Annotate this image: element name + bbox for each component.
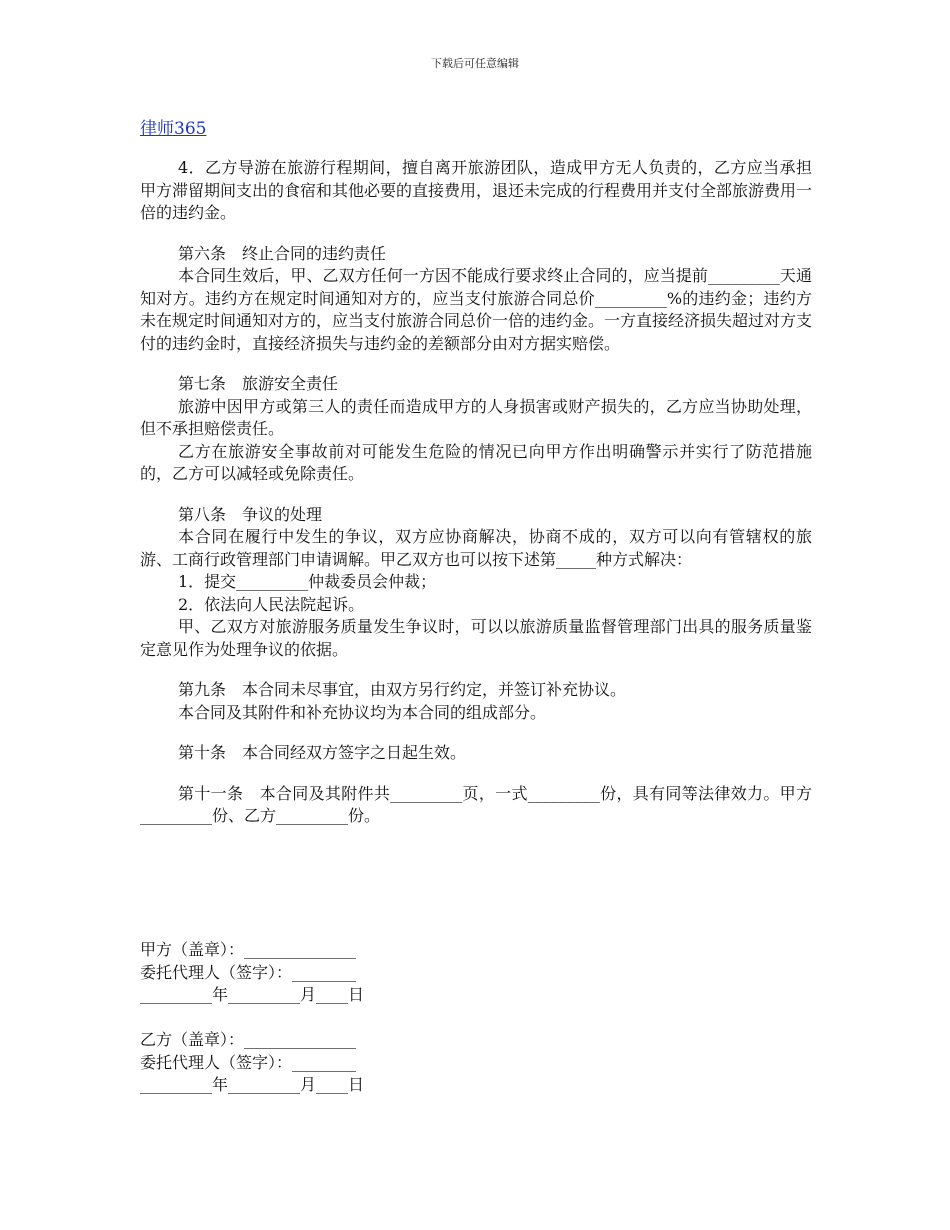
article-7-title: 第七条 旅游安全责任	[178, 374, 339, 393]
party-a-seal-line: 甲方（盖章）：______________	[140, 940, 357, 959]
article-8-body-1: 本合同在履行中发生的争议，双方应协商解决，协商不成的，双方可以向有管辖权的旅游、工商行政管理部门申请调解。甲乙双方也可以按下述第_____种方式解决：	[140, 527, 812, 569]
article-6-title: 第六条 终止合同的违约责任	[178, 243, 387, 263]
article-8-title: 第八条 争议的处理	[178, 504, 323, 524]
clause-4: 4．乙方导游在旅游行程期间，擅自离开旅游团队，造成甲方无人负责的，乙方应当承担甲方滞留期间支出的食宿和其他必要的直接费用，退还未完成的行程费用并支付全部旅游费用一倍的违约金。	[140, 158, 813, 222]
party-a-agent-line: 委托代理人（签字）：________	[140, 962, 357, 982]
article-8-body-2: 甲、乙双方对旅游服务质量发生争议时，可以以旅游质量监督管理部门出具的服务质量鉴定意见作为处理争议的依据。	[140, 617, 812, 659]
party-a-signature-block	[140, 939, 440, 1007]
party-b-date-line: _________年_________月____日	[140, 1075, 365, 1094]
document-body	[140, 157, 812, 828]
article-8-item-2: 2．依法向人民法院起诉。	[178, 594, 365, 614]
article-7-body-2: 乙方在旅游安全事故前对可能发生危险的情况已向甲方作出明确警示并实行了防范措施的，乙方可以减轻或免除责任。	[140, 441, 812, 483]
article-6-body: 本合同生效后，甲、乙双方任何一方因不能成行要求终止合同的，应当提前_________天通知对方。违约方在规定时间通知对方的，应当支付旅游合同总价_________%的违约金；违约方未在规定时间通知对方的，应当支付旅游合同总价一倍的违约金。一方直接经济损失超过对方支付的违约金时，直接经济损失与违约金的差额部分由对方据实赔偿。	[140, 266, 813, 353]
article-7-body-1: 旅游中因甲方或第三人的责任而造成甲方的人身损害或财产损失的，乙方应当协助处理，但不承担赔偿责任。	[140, 396, 812, 438]
page-header-note: 下载后可任意编辑	[431, 57, 519, 70]
party-b-seal-line: 乙方（盖章）：______________	[140, 1030, 357, 1049]
article-11-body: 第十一条 本合同及其附件共_________页，一式_________份，具有同等法律效力。甲方_________份、乙方_________份。	[140, 783, 812, 825]
article-9-body-1: 第九条 本合同未尽事宜，由双方另行约定，并签订补充协议。	[178, 680, 627, 699]
article-10-body: 第十条 本合同经双方签字之日起生效。	[178, 743, 467, 762]
article-9-body-2: 本合同及其附件和补充协议均为本合同的组成部分。	[178, 702, 547, 722]
party-b-signature-block	[140, 1029, 440, 1097]
party-b-agent-line: 委托代理人（签字）：________	[140, 1052, 357, 1072]
party-a-date-line: _________年_________月____日	[140, 985, 365, 1004]
brand-link[interactable]: 律师365	[140, 119, 207, 139]
article-8-item-1: 1．提交_________仲裁委员会仲裁；	[178, 572, 437, 591]
